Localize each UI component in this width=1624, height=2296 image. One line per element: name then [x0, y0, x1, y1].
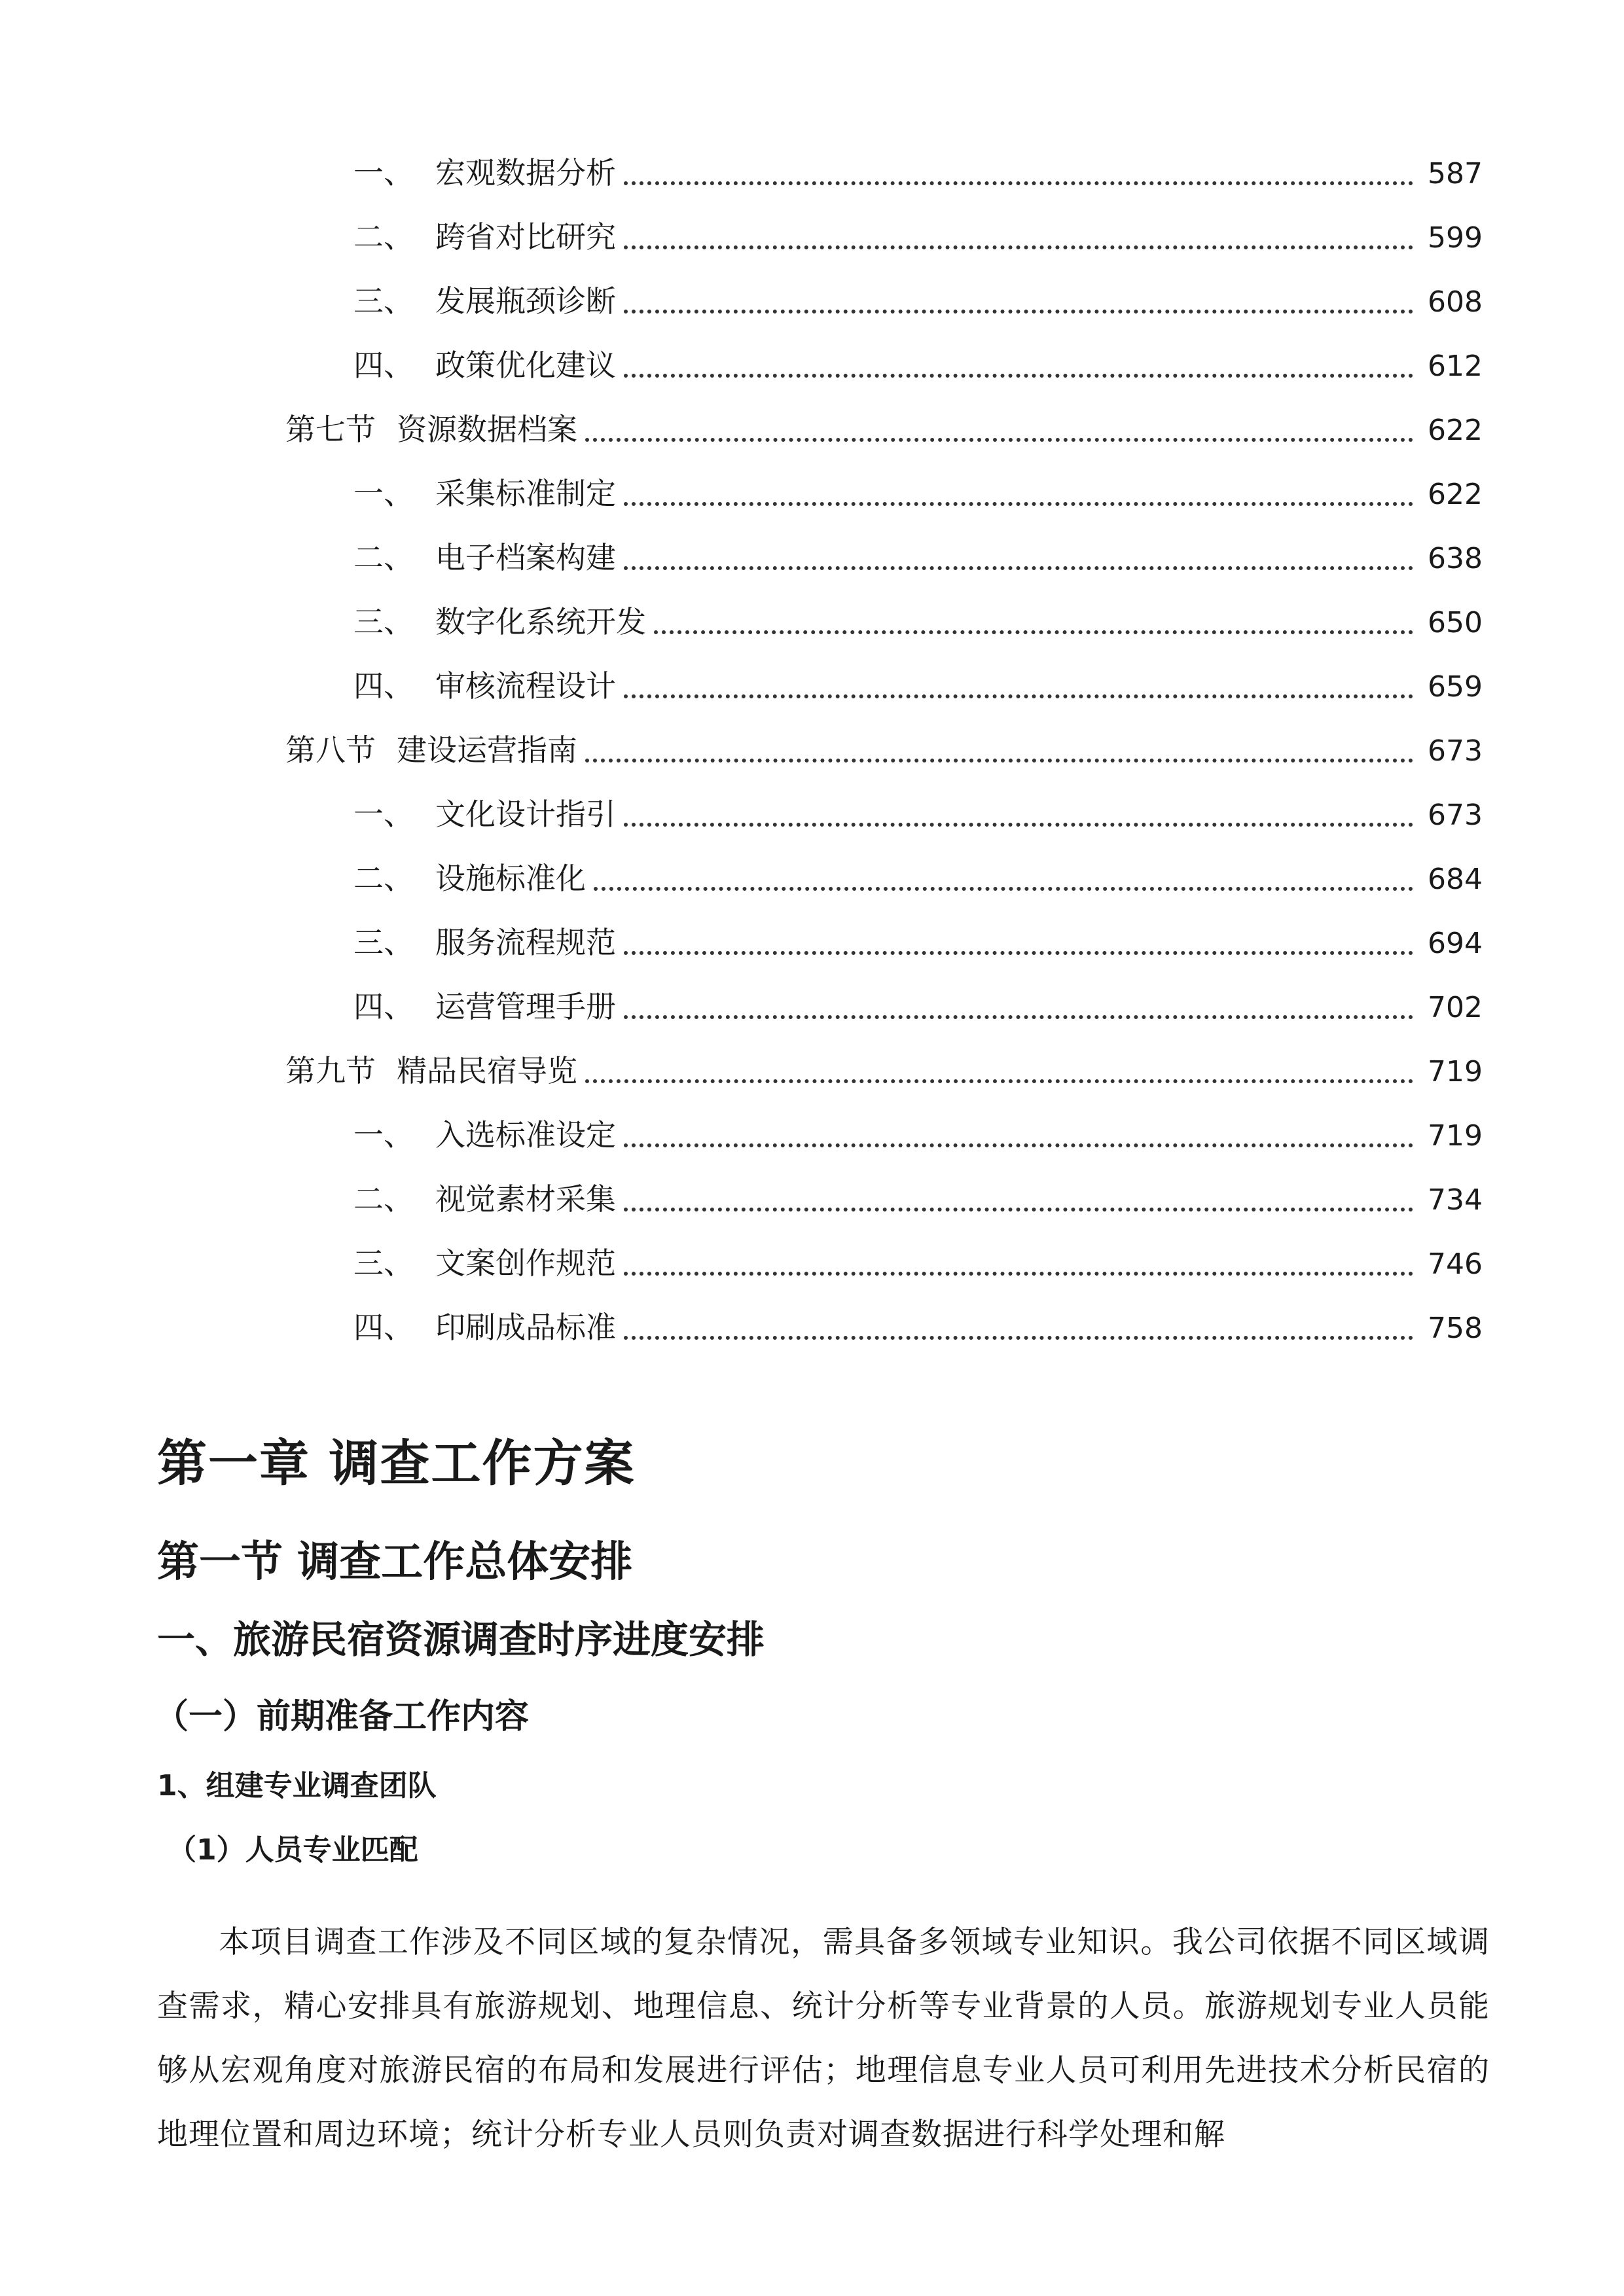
toc-entry-title: 建设运营指南 — [397, 732, 577, 768]
toc-entry-title: 跨省对比研究 — [435, 219, 616, 255]
toc-entry-title: 发展瓶颈诊断 — [435, 283, 616, 319]
toc-dot-leader — [624, 951, 1413, 955]
toc-entry-title: 入选标准设定 — [435, 1117, 616, 1153]
toc-entry-title: 服务流程规范 — [435, 925, 616, 960]
toc-entry-number: 三、 — [353, 925, 414, 960]
toc-entry-number: 三、 — [353, 1246, 414, 1281]
toc-entry[interactable] — [353, 342, 1483, 389]
toc-entry-number: 二、 — [353, 861, 414, 896]
toc-dot-leader — [654, 630, 1413, 634]
toc-entry-page: 622 — [1428, 414, 1483, 447]
toc-entry[interactable] — [353, 919, 1483, 966]
toc-entry-page: 734 — [1428, 1183, 1483, 1217]
toc-dot-leader — [624, 374, 1413, 378]
toc-entry-number: 一、 — [353, 476, 414, 511]
toc-entry-title: 设施标准化 — [435, 861, 586, 896]
toc-dot-leader — [624, 566, 1413, 570]
toc-entry-page: 746 — [1428, 1247, 1483, 1281]
subsection-heading-level2: （一）前期准备工作内容 — [154, 1697, 530, 1736]
toc-entry-page: 659 — [1428, 670, 1483, 704]
toc-entry-number: 四、 — [353, 668, 414, 704]
toc-dot-leader — [624, 1208, 1413, 1211]
toc-entry[interactable] — [353, 213, 1483, 260]
toc-entry-page: 612 — [1428, 350, 1483, 383]
chapter-heading: 第一章 调查工作方案 — [157, 1434, 636, 1492]
toc-entry-title: 精品民宿导览 — [397, 1053, 577, 1088]
toc-entry-page: 694 — [1428, 927, 1483, 960]
toc-entry[interactable] — [353, 983, 1483, 1030]
toc-entry-number: 一、 — [353, 1117, 414, 1153]
toc-dot-leader — [624, 1336, 1413, 1340]
toc-entry-title: 运营管理手册 — [435, 989, 616, 1024]
toc-entry-page: 673 — [1428, 798, 1483, 832]
toc-entry-number: 二、 — [353, 1181, 414, 1217]
toc-entry-page: 684 — [1428, 863, 1483, 896]
toc-entry-number: 第八节 — [285, 732, 376, 768]
toc-entry-page: 650 — [1428, 606, 1483, 639]
toc-entry[interactable] — [353, 662, 1483, 709]
subsection-heading-level4: （1）人员专业匹配 — [168, 1833, 418, 1867]
toc-entry-page: 587 — [1428, 157, 1483, 190]
section-heading: 第一节 调查工作总体安排 — [157, 1538, 633, 1587]
toc-dot-leader — [624, 823, 1413, 827]
toc-entry-title: 视觉素材采集 — [435, 1181, 616, 1217]
toc-dot-leader — [624, 1015, 1413, 1019]
toc-entry-page: 673 — [1428, 734, 1483, 768]
toc-entry-title: 资源数据档案 — [397, 412, 577, 447]
toc-entry[interactable] — [353, 598, 1483, 645]
toc-entry-title: 审核流程设计 — [435, 668, 616, 704]
toc-entry[interactable] — [353, 1304, 1483, 1351]
toc-entry-number: 四、 — [353, 989, 414, 1024]
toc-entry-title: 文化设计指引 — [435, 797, 616, 832]
toc-dot-leader — [624, 181, 1413, 185]
toc-dot-leader — [624, 1272, 1413, 1276]
toc-dot-leader — [624, 245, 1413, 249]
toc-entry[interactable] — [353, 791, 1483, 838]
toc-entry-number: 二、 — [353, 219, 414, 255]
toc-entry-number: 第九节 — [285, 1053, 376, 1088]
toc-entry-number: 二、 — [353, 540, 414, 575]
toc-dot-leader — [624, 1143, 1413, 1147]
toc-entry-page: 702 — [1428, 991, 1483, 1024]
toc-entry-page: 719 — [1428, 1055, 1483, 1088]
subsection-heading: 一、旅游民宿资源调查时序进度安排 — [157, 1617, 765, 1662]
toc-dot-leader — [624, 694, 1413, 698]
toc-entry-page: 622 — [1428, 478, 1483, 511]
toc-entry-number: 四、 — [353, 1310, 414, 1345]
subsection-heading-level3: 1、组建专业调查团队 — [157, 1769, 437, 1803]
toc-entry-title: 印刷成品标准 — [435, 1310, 616, 1345]
toc-entry-page: 719 — [1428, 1119, 1483, 1153]
toc-dot-leader — [594, 887, 1413, 891]
toc-entry-page: 758 — [1428, 1312, 1483, 1345]
toc-entry[interactable] — [353, 149, 1483, 196]
toc-entry-page: 599 — [1428, 221, 1483, 255]
toc-entry[interactable] — [353, 855, 1483, 902]
toc-dot-leader — [624, 502, 1413, 506]
toc-entry-title: 政策优化建议 — [435, 348, 616, 383]
toc-section-entry[interactable] — [285, 1047, 1483, 1094]
toc-entry-number: 三、 — [353, 283, 414, 319]
toc-entry-page: 608 — [1428, 285, 1483, 319]
toc-entry[interactable] — [353, 1111, 1483, 1158]
toc-entry-title: 采集标准制定 — [435, 476, 616, 511]
toc-dot-leader — [624, 310, 1413, 314]
toc-entry[interactable] — [353, 278, 1483, 325]
toc-entry[interactable] — [353, 1175, 1483, 1223]
toc-entry-number: 四、 — [353, 348, 414, 383]
toc-dot-leader — [585, 759, 1413, 762]
toc-section-entry[interactable] — [285, 406, 1483, 453]
toc-entry[interactable] — [353, 1240, 1483, 1287]
toc-section-entry[interactable] — [285, 726, 1483, 774]
toc-dot-leader — [585, 438, 1413, 442]
toc-dot-leader — [585, 1079, 1413, 1083]
toc-entry-number: 一、 — [353, 155, 414, 190]
toc-entry-title: 文案创作规范 — [435, 1246, 616, 1281]
toc-entry-title: 电子档案构建 — [435, 540, 616, 575]
toc-entry[interactable] — [353, 534, 1483, 581]
toc-entry-title: 宏观数据分析 — [435, 155, 616, 190]
toc-entry[interactable] — [353, 470, 1483, 517]
toc-entry-number: 第七节 — [285, 412, 376, 447]
body-paragraph: 本项目调查工作涉及不同区域的复杂情况，需具备多领域专业知识。我公司依据不同区域调查需求，精心安排具有旅游规划、地理信息、统计分析等专业背景的人员。旅游规划专业人员能够从宏观角度对旅游民宿的布局和发展进行评估；地理信息专业人员可利用先进技术分析民宿的地理位置和周边环境；统计分析专业人员则负责对调查数据进行科学处理和解 — [157, 1924, 1490, 2153]
toc-entry-page: 638 — [1428, 542, 1483, 575]
toc-entry-title: 数字化系统开发 — [435, 604, 646, 639]
toc-entry-number: 一、 — [353, 797, 414, 832]
toc-entry-number: 三、 — [353, 604, 414, 639]
